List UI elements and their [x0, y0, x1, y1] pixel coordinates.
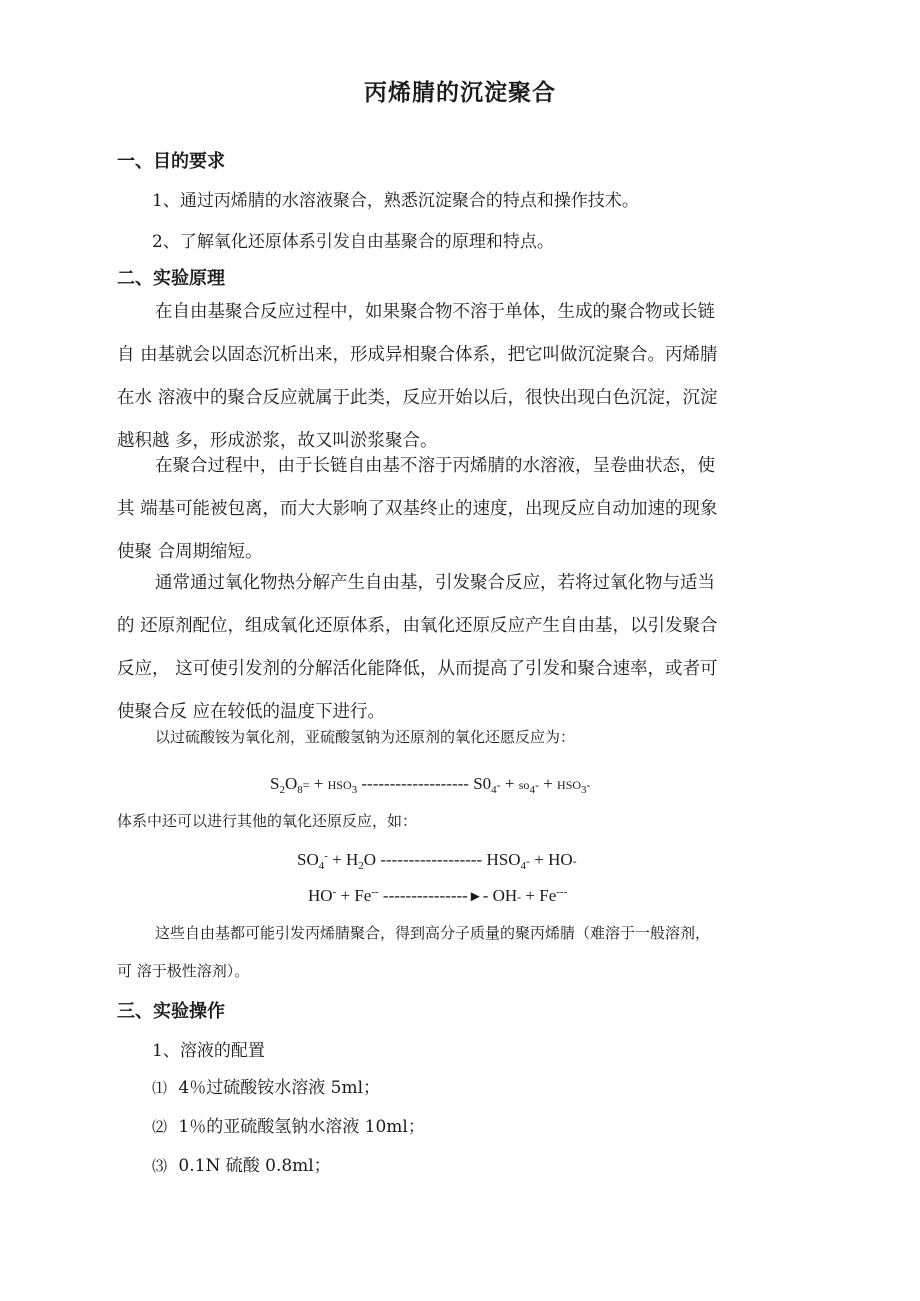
- paragraph-line: 其 端基可能被包离，而大大影响了双基终止的速度，出现反应自动加速的现象: [117, 499, 718, 519]
- eq-term: O: [284, 774, 298, 793]
- eq-term: S: [270, 774, 280, 793]
- paragraph-line: 反应， 这可使引发剂的分解活化能降低，从而提高了引发和聚合速率，或者可: [117, 659, 718, 679]
- eq-term: - OH: [482, 886, 518, 905]
- eq-subscript: 2: [279, 784, 285, 796]
- page-title: 丙烯腈的沉淀聚合: [364, 80, 556, 106]
- eq-arrow: ------------------: [376, 850, 487, 869]
- eq-term: + H: [327, 850, 359, 869]
- eq-arrow: -------------------: [357, 774, 474, 793]
- paragraph-line: 在聚合过程中，由于长链自由基不溶于丙烯腈的水溶液，呈卷曲状态，使: [155, 456, 715, 476]
- objective-item-2: 2、了解氧化还原体系引发自由基聚合的原理和特点。: [152, 232, 554, 252]
- item-number: ⑵: [152, 1118, 168, 1136]
- eq-term: HSO: [327, 778, 352, 792]
- eq-arrow: ---------------: [378, 886, 468, 905]
- eq-term: O: [363, 850, 377, 869]
- paragraph-line: 使聚 合周期缩短。: [117, 542, 263, 562]
- eq-charge: -: [572, 854, 577, 868]
- eq-charge: -: [525, 854, 530, 868]
- principle-paragraph-1: [117, 291, 807, 463]
- conclusion-line-1: 这些自由基都可能引发丙烯腈聚合，得到高分子质量的聚丙烯腈（难溶于一般溶剂，: [155, 924, 711, 942]
- eq-charge: -: [332, 886, 337, 898]
- eq-term: SO: [297, 850, 319, 869]
- principle-paragraph-2: [117, 445, 807, 574]
- reaction-intro: 以过硫酸铵为氧化剂，亚硫酸氢钠为还原剂的氧化还愿反应为：: [155, 728, 576, 746]
- section-heading-objectives: 一、目的要求: [117, 151, 225, 172]
- section-heading-principle: 二、实验原理: [117, 268, 225, 289]
- eq-charge: -: [496, 778, 501, 792]
- eq-charge: ---: [556, 886, 568, 898]
- eq-term: HO: [308, 886, 333, 905]
- other-reactions-intro: 体系中还可以进行其他的氧化还原反应，如：: [117, 812, 418, 830]
- eq-term: HSO: [557, 778, 582, 792]
- item-text: 0.1N 硫酸 0.8ml；: [178, 1156, 331, 1176]
- eq-subscript: 4: [318, 860, 325, 872]
- eq-term: so: [518, 778, 530, 792]
- item-number: ⑴: [152, 1079, 168, 1097]
- paragraph-line: 自 由基就会以固态沉析出来，形成异相聚合体系，把它叫做沉淀聚合。丙烯腈: [117, 345, 718, 365]
- eq-charge: -: [534, 778, 539, 792]
- item-text: 1％的亚硫酸氢钠水溶液 10ml；: [178, 1117, 425, 1137]
- equation-persulfate-bisulfite: [270, 774, 591, 794]
- eq-operator: +: [538, 774, 558, 793]
- conclusion-line-2: 可 溶于极性溶剂）。: [117, 962, 250, 980]
- eq-term: HSO: [486, 850, 521, 869]
- eq-subscript: 8: [297, 784, 303, 796]
- procedure-item-3: [152, 1151, 331, 1176]
- eq-charge: =: [302, 778, 310, 792]
- procedure-item-2: [152, 1112, 425, 1137]
- item-text: 4％过硫酸铵水溶液 5ml；: [178, 1078, 381, 1098]
- arrow-right-icon: ►: [467, 889, 483, 905]
- eq-subscript: 4: [529, 784, 535, 796]
- objective-item-1: 1、通过丙烯腈的水溶液聚合，熟悉沉淀聚合的特点和操作技术。: [152, 191, 639, 211]
- procedure-subheading: 1、溶液的配置: [152, 1041, 265, 1061]
- paragraph-line: 在自由基聚合反应过程中，如果聚合物不溶于单体，生成的聚合物或长链: [155, 302, 715, 322]
- paragraph-line: 使聚合反 应在较低的温度下进行。: [117, 702, 386, 722]
- eq-charge: --: [371, 886, 379, 898]
- paragraph-line: 通常通过氧化物热分解产生自由基，引发聚合反应，若将过氧化物与适当: [155, 573, 715, 593]
- eq-operator: +: [309, 774, 328, 793]
- item-number: ⑶: [152, 1157, 168, 1175]
- eq-operator: +: [500, 774, 519, 793]
- equation-sulfate-radical-water: [297, 850, 577, 870]
- eq-term: + HO: [529, 850, 573, 869]
- paragraph-line: 越积越 多，形成淤浆，故又叫淤浆聚合。: [117, 431, 438, 451]
- eq-subscript: 2: [358, 860, 364, 872]
- paragraph-line: 在水 溶液中的聚合反应就属于此类，反应开始以后，很快出现白色沉淀，沉淀: [117, 388, 718, 408]
- equation-hydroxyl-iron: [308, 886, 567, 906]
- eq-charge: -: [324, 850, 328, 862]
- eq-subscript: 3: [581, 784, 587, 796]
- principle-paragraph-3: [117, 562, 807, 734]
- eq-subscript: 4: [520, 860, 526, 872]
- eq-subscript: 3: [351, 784, 358, 796]
- eq-term: S0: [473, 774, 492, 793]
- procedure-item-1: [152, 1073, 380, 1098]
- eq-charge: -: [517, 890, 522, 904]
- eq-subscript: 4: [491, 784, 497, 796]
- eq-charge: -: [586, 778, 591, 792]
- paragraph-line: 的 还原剂配位，组成氧化还原体系，由氧化还原反应产生自由基，以引发聚合: [117, 616, 718, 636]
- eq-term: + Fe: [336, 886, 372, 905]
- section-heading-procedure: 三、实验操作: [117, 1001, 225, 1022]
- eq-term: + Fe: [521, 886, 557, 905]
